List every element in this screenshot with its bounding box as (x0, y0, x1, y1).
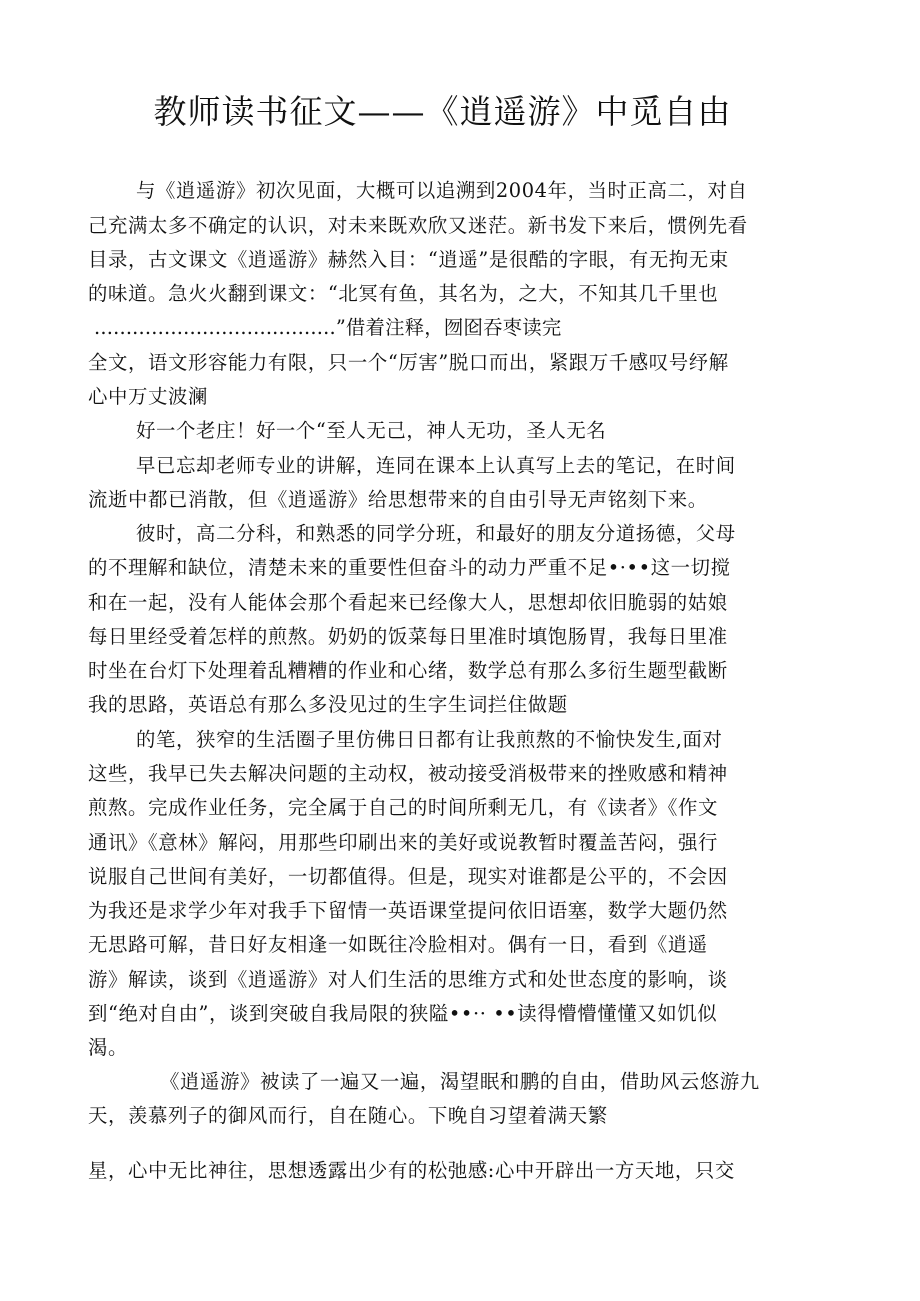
paragraph-line: 天，羡慕列子的御风而行，自在随心。下晚自习望着满天繁 (88, 1104, 608, 1127)
paragraph-line: 全文，语文形容能力有限，只一个“厉害”脱口而出，紧跟万千感叹号纾解 (88, 351, 729, 374)
paragraph-line: 到“绝对自由”，谈到突破自我局限的狭隘••·· ••读得懵懵懂懂又如饥似 (88, 1002, 718, 1025)
paragraph-line: 时坐在台灯下处理着乱糟糟的作业和心绪，数学总有那么多衍生题型截断 (88, 659, 728, 682)
paragraph-line: 的不理解和缺位，清楚未来的重要性但奋斗的动力严重不足•·••这一切搅 (88, 556, 731, 579)
paragraph-line: 的味道。急火火翻到课文：“北冥有鱼，其名为，之大，不知其几千里也 (88, 282, 719, 305)
paragraph-line: 好一个老庄！好一个“至人无己，神人无功，圣人无名 (136, 419, 607, 442)
paragraph-line: 为我还是求学少年对我手下留情一英语课堂提问依旧语塞，数学大题仍然 (88, 899, 728, 922)
paragraph-line: 渴。 (88, 1036, 128, 1059)
paragraph-line: 《逍遥游》被读了一遍又一遍，渴望眠和鹏的自由，借助风云悠游九 (160, 1070, 760, 1093)
paragraph-line: 这些，我早已失去解决问题的主动权，被动接受消极带来的挫败感和精神 (88, 762, 728, 785)
paragraph-line: ......................................”借着注释，囫囵吞枣读完 (94, 316, 562, 339)
paragraph-line: 和在一起，没有人能体会那个看起来已经像大人，思想却依旧脆弱的姑娘 (88, 591, 728, 614)
paragraph-line: 每日里经受着怎样的煎熬。奶奶的饭菜每日里准时填饱肠胃，我每日里准 (88, 625, 728, 648)
paragraph-line: 说服自己世间有美好，一切都值得。但是，现实对谁都是公平的，不会因 (88, 865, 728, 888)
paragraph-line: 早已忘却老师专业的讲解，连同在课本上认真写上去的笔记，在时间 (136, 454, 736, 477)
paragraph-line: 目录，古文课文《逍遥游》赫然入目：“逍遥”是很酷的字眼，有无拘无束 (88, 248, 729, 271)
paragraph-line: 与《逍遥游》初次见面，大概可以追溯到2004年，当时正高二，对自 (136, 179, 748, 202)
paragraph-line: 无思路可解，昔日好友相逢一如既往冷脸相对。偶有一日，看到《逍遥 (88, 933, 708, 956)
paragraph-line: 的笔，狭窄的生活圈子里仿佛日日都有让我煎熬的不愉快发生,面对 (136, 728, 723, 751)
paragraph-line: 星，心中无比神往，思想透露出少有的松弛感:心中开辟出一方天地，只交 (88, 1159, 735, 1182)
paragraph-line: 彼时，高二分科，和熟悉的同学分班，和最好的朋友分道扬德，父母 (136, 522, 736, 545)
paragraph-line: 己充满太多不确定的认识，对未来既欢欣又迷茫。新书发下来后，惯例先看 (88, 214, 748, 237)
paragraph-line: 游》解读，谈到《逍遥游》对人们生活的思维方式和处世态度的影响，谈 (88, 968, 728, 991)
paragraph-line: 我的思路，英语总有那么多没见过的生字生词拦住做题 (88, 693, 568, 716)
paragraph-line: 通讯》《意林》解闷，用那些印刷出来的美好或说教暂时覆盖苦闷，强行 (88, 831, 718, 854)
paragraph-line: 煎熬。完成作业任务，完全属于自己的时间所剩无几，有《读者》《作文 (88, 796, 718, 819)
paragraph-line: 心中万丈波澜 (88, 385, 208, 408)
paragraph-line: 流逝中都已消散，但《逍遥游》给思想带来的自由引导无声铭刻下来。 (88, 488, 708, 511)
document-title: 教师读书征文——《逍遥游》中觅自由 (153, 92, 732, 131)
